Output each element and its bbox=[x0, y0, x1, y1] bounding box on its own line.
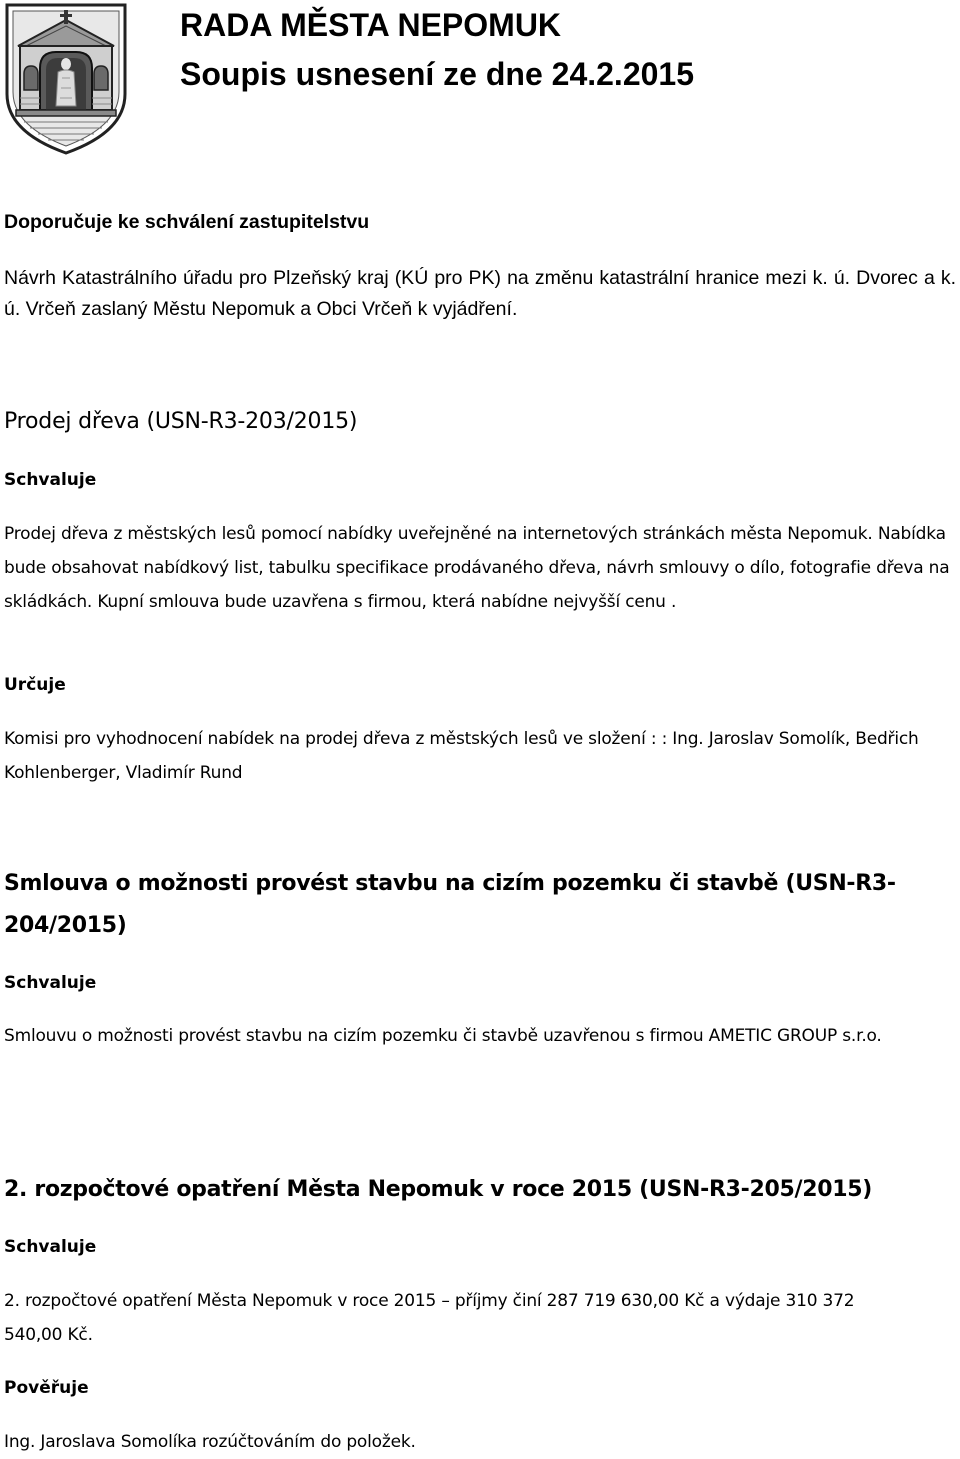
section-4-verb-approve: Schvaluje bbox=[4, 1237, 97, 1257]
section-3-verb: Schvaluje bbox=[4, 973, 97, 993]
nepomuk-coat-of-arms-icon bbox=[4, 2, 128, 156]
section-3-heading: Smlouva o možnosti provést stavbu na cizím pozemku či stavbě (USN-R3-204/2015) bbox=[4, 871, 896, 938]
section-1-verb: Doporučuje ke schválení zastupitelstvu bbox=[4, 211, 370, 233]
section-4-text-approve: 2. rozpočtové opatření Města Nepomuk v roce 2015 – příjmy činí 287 719 630,00 Kč a výdaje 310 372 540,00 Kč. bbox=[4, 1291, 855, 1345]
council-title: RADA MĚSTA NEPOMUK bbox=[180, 7, 562, 43]
section-2-verb-determine: Určuje bbox=[4, 675, 66, 695]
section-4-heading: 2. rozpočtové opatření Města Nepomuk v roce 2015 (USN-R3-205/2015) bbox=[4, 1177, 873, 1202]
section-4-text-entrust: Ing. Jaroslava Somolíka rozúčtováním do položek. bbox=[4, 1432, 416, 1452]
section-2-heading: Prodej dřeva (USN-R3-203/2015) bbox=[4, 409, 358, 434]
section-2-text-determine: Komisi pro vyhodnocení nabídek na prodej dřeva z městských lesů ve složení : : Ing. Jaroslav Somolík, Bedřich Kohlenberger, Vladimír Rund bbox=[4, 729, 919, 783]
section-2-verb-approve: Schvaluje bbox=[4, 470, 97, 490]
section-2-text-approve: Prodej dřeva z městských lesů pomocí nabídky uveřejněné na internetových stránkách města Nepomuk. Nabídka bude obsahovat nabídkový list, tabulku specifikace prodávaného dřeva, návrh smlouvy o dílo, fotografie dřeva na skládkách. Kupní smlouva bude uzavřena s firmou, která nabídne nejvyšší cenu . bbox=[4, 524, 950, 612]
section-4-verb-entrust: Pověřuje bbox=[4, 1378, 89, 1398]
section-3-text: Smlouvu o možnosti provést stavbu na cizím pozemku či stavbě uzavřenou s firmou AMETIC GROUP s.r.o. bbox=[4, 1026, 882, 1046]
document-title: Soupis usnesení ze dne 24.2.2015 bbox=[180, 56, 694, 92]
section-1-text: Návrh Katastrálního úřadu pro Plzeňský kraj (KÚ pro PK) na změnu katastrální hranice mezi k. ú. Dvorec a k. ú. Vrčeň zaslaný Městu Nepomuk a Obci Vrčeň k vyjádření. bbox=[4, 267, 956, 320]
